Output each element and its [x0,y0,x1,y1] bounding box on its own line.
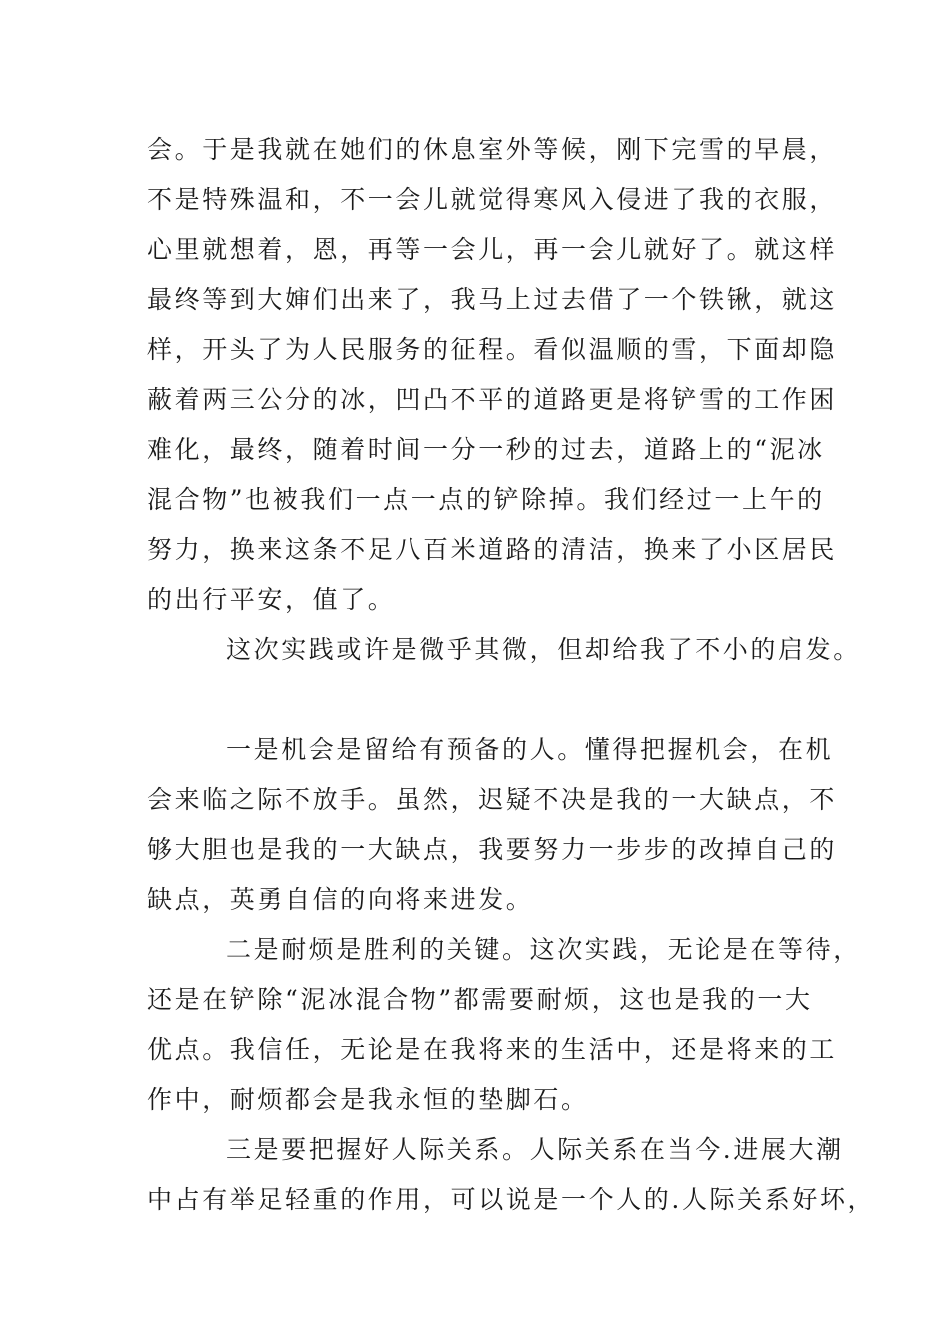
point-one-heading: 一是机会是留给有预备的人。懂得把握机会，在机 [226,735,834,764]
text-line: 蔽着两三公分的冰，凹凸不平的道路更是将铲雪的工作困 [147,385,838,414]
text-line: 难化，最终，随着时间一分一秒的过去，道路上的“泥冰 [147,435,825,464]
point-three-heading: 三是要把握好人际关系。人际关系在当今.进展大潮 [226,1135,844,1164]
text-line: 心里就想着，恩，再等一会儿，再一会儿就好了。就这样 [147,235,838,264]
text-line: 够大胆也是我的一大缺点，我要努力一步步的改掉自己的 [147,835,838,864]
text-line: 最终等到大婶们出来了，我马上过去借了一个铁锹，就这 [147,285,838,314]
text-line: 的出行平安，值了。 [147,585,396,614]
text-line: 优点。我信任，无论是在我将来的生活中，还是将来的工 [147,1035,838,1064]
paragraph-summary: 这次实践或许是微乎其微，但却给我了不小的启发。 [226,635,861,664]
text-line: 还是在铲除“泥冰混合物”都需要耐烦，这也是我的一大 [147,985,813,1014]
text-line: 混合物”也被我们一点一点的铲除掉。我们经过一上午的 [147,485,825,514]
text-line: 缺点，英勇自信的向将来进发。 [147,885,534,914]
text-line: 不是特殊温和，不一会儿就觉得寒风入侵进了我的衣服， [147,185,838,214]
point-two-heading: 二是耐烦是胜利的关键。这次实践，无论是在等待， [226,935,861,964]
text-line: 努力，换来这条不足八百米道路的清洁，换来了小区居民 [147,535,838,564]
text-line: 作中，耐烦都会是我永恒的垫脚石。 [147,1085,589,1114]
text-line: 样，开头了为人民服务的征程。看似温顺的雪，下面却隐 [147,335,838,364]
text-line: 中占有举足轻重的作用，可以说是一个人的.人际关系好坏， [147,1185,876,1214]
text-line: 会来临之际不放手。虽然，迟疑不决是我的一大缺点，不 [147,785,838,814]
text-line: 会。于是我就在她们的休息室外等候，刚下完雪的早晨， [147,135,838,164]
